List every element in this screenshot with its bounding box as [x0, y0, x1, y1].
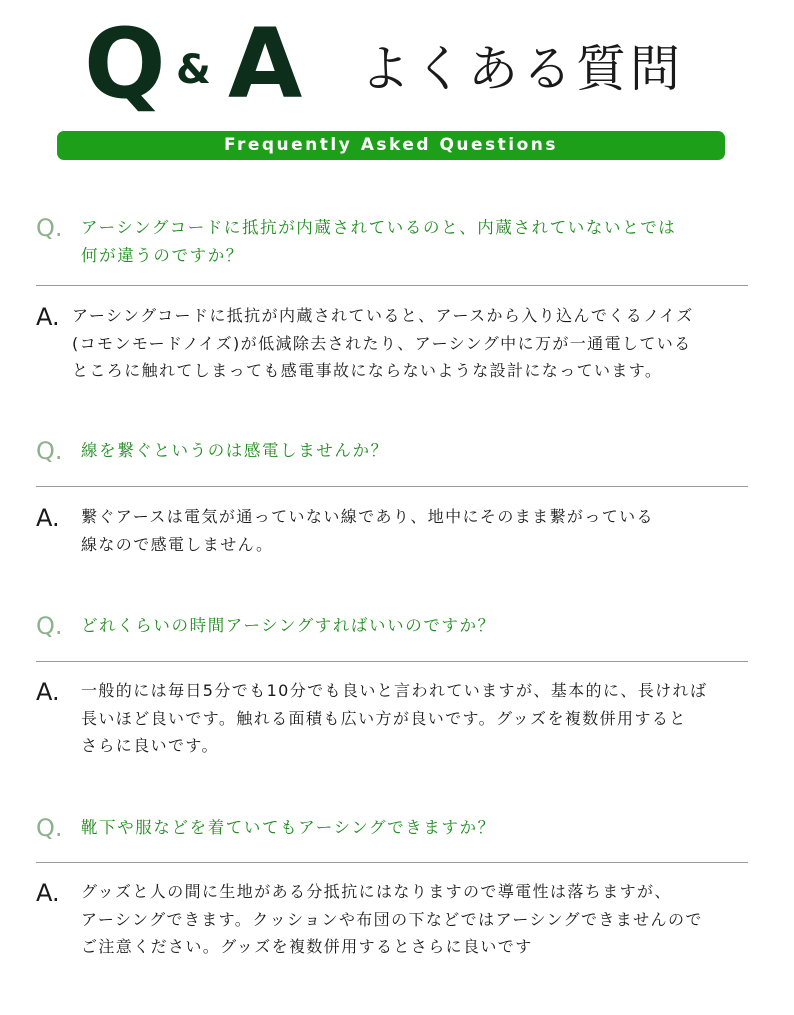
answer-mark: A.	[36, 678, 60, 706]
logo-a: A	[228, 8, 303, 120]
question-text: 線を繋ぐというのは感電しませんか？	[81, 441, 389, 460]
faq-banner: Frequently Asked Questions	[57, 131, 725, 160]
answer-mark: A.	[36, 504, 60, 532]
question-text: どれくらいの時間アーシングすればいいのですか？	[81, 616, 496, 635]
logo-q: Q	[84, 8, 166, 120]
page-header	[0, 0, 794, 130]
question-mark: Q.	[36, 612, 63, 640]
page-title: よくある質問	[360, 40, 684, 98]
divider	[36, 862, 748, 863]
answer-text: 一般的には毎日5分でも10分でも良いと言われていますが、基本的に、長ければ 長いほど良いです。触れる面積も広い方が良いです。グッズを複数併用すると さらに良いです。	[81, 681, 708, 755]
answer-text: 繋ぐアースは電気が通っていない線であり、地中にそのまま繋がっている 線なので感電しません。	[81, 507, 654, 554]
question-mark: Q.	[36, 214, 63, 242]
question-mark: Q.	[36, 437, 63, 465]
question-text: 靴下や服などを着ていてもアーシングできますか？	[81, 818, 496, 837]
answer-text: アーシングコードに抵抗が内蔵されていると、アースから入り込んでくるノイズ (コモンモードノイズ)が低減除去されたり、アーシング中に万が一通電している ところに触れてしまっても感電事故にならないような設計になっています。	[72, 306, 694, 380]
answer-mark: A.	[36, 879, 60, 907]
divider	[36, 285, 748, 286]
divider	[36, 661, 748, 662]
question-text: アーシングコードに抵抗が内蔵されているのと、内蔵されていないとでは 何が違うのですか？	[81, 218, 677, 265]
answer-text: グッズと人の間に生地がある分抵抗にはなりますので導電性は落ちますが、 アーシングできます。クッションや布団の下などではアーシングできませんので ご注意ください。グッズを複数併用するとさらに良いです	[81, 882, 703, 956]
logo-ampersand: &	[176, 47, 211, 93]
answer-mark: A.	[36, 303, 60, 331]
question-mark: Q.	[36, 814, 63, 842]
divider	[36, 486, 748, 487]
